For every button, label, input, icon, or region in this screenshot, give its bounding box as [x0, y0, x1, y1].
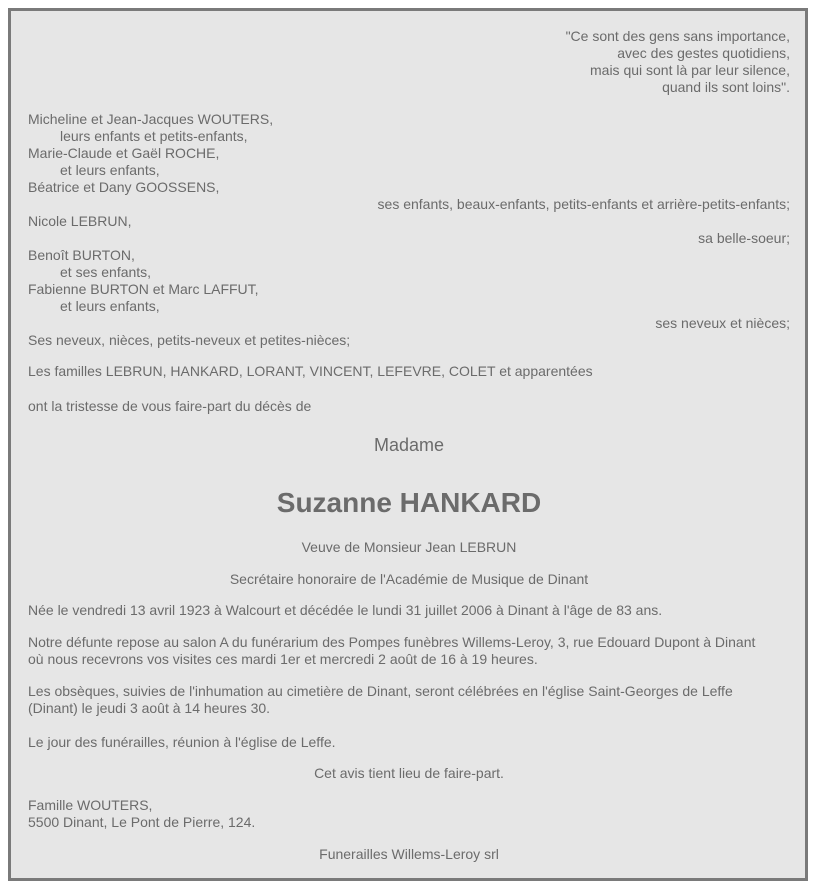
quote-line: mais qui sont là par leur silence, — [590, 62, 790, 78]
family-line: Béatrice et Dany GOOSSENS, — [28, 179, 220, 195]
footer: Funerailles Willems-Leroy srl — [319, 846, 499, 862]
announcement: ont la tristesse de vous faire-part du décès de — [28, 398, 312, 414]
family-line: leurs enfants et petits-enfants, — [60, 128, 248, 144]
funeral-line: Les obsèques, suivies de l'inhumation au cimetière de Dinant, seront célébrées en l'église Saint-Georges de Leffe — [28, 683, 733, 699]
family-line: et leurs enfants, — [60, 298, 160, 314]
widow-of: Veuve de Monsieur Jean LEBRUN — [301, 539, 517, 555]
family-line: et leurs enfants, — [60, 162, 160, 178]
family-line: Benoît BURTON, — [28, 247, 135, 263]
funeral-line: (Dinant) le jeudi 3 août à 14 heures 30. — [28, 700, 271, 716]
repose-line: où nous recevrons vos visites ces mardi 1er et mercredi 2 août de 16 à 19 heures. — [28, 651, 538, 667]
title-madame: Madame — [373, 435, 445, 455]
family-line: et ses enfants, — [60, 264, 152, 280]
family-line: Les familles LEBRUN, HANKARD, LORANT, VINCENT, LEFEVRE, COLET et apparentées — [28, 363, 593, 379]
quote-line: quand ils sont loins". — [662, 79, 790, 95]
repose-line: Notre défunte repose au salon A du funérarium des Pompes funèbres Willems-Leroy, 3, rue Edouard Dupont à Dinant — [28, 634, 756, 650]
address-street: 5500 Dinant, Le Pont de Pierre, 124. — [28, 814, 256, 830]
reunion: Le jour des funérailles, réunion à l'église de Leffe. — [28, 734, 336, 750]
family-line: Nicole LEBRUN, — [28, 213, 132, 229]
family-line: Fabienne BURTON et Marc LAFFUT, — [28, 281, 259, 297]
quote-line: "Ce sont des gens sans importance, — [565, 28, 790, 44]
role: Secrétaire honoraire de l'Académie de Musique de Dinant — [229, 571, 589, 587]
address-name: Famille WOUTERS, — [28, 797, 153, 813]
family-line: Micheline et Jean-Jacques WOUTERS, — [28, 111, 274, 127]
notice: Cet avis tient lieu de faire-part. — [314, 765, 504, 781]
family-relation: sa belle-soeur; — [698, 230, 790, 246]
birth-death: Née le vendredi 13 avril 1923 à Walcourt et décédée le lundi 31 juillet 2006 à Dinant à l'âge de 83 ans. — [28, 602, 663, 618]
quote-line: avec des gestes quotidiens, — [617, 45, 790, 61]
family-relation: ses enfants, beaux-enfants, petits-enfants et arrière-petits-enfants; — [377, 196, 790, 212]
deceased-name: Suzanne HANKARD — [276, 487, 542, 518]
obituary-frame — [8, 8, 808, 881]
family-line: Ses neveux, nièces, petits-neveux et petites-nièces; — [28, 332, 351, 348]
family-line: Marie-Claude et Gaël ROCHE, — [28, 145, 220, 161]
family-relation: ses neveux et nièces; — [655, 315, 790, 331]
